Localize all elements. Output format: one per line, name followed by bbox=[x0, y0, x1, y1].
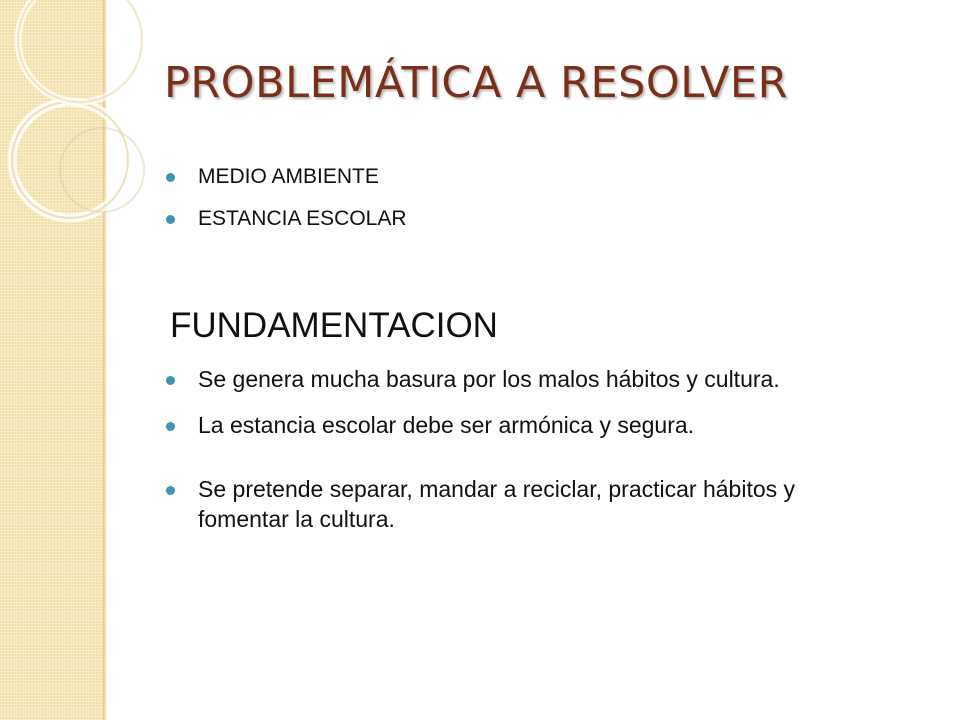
section-heading: FUNDAMENTACION bbox=[170, 306, 498, 345]
bullet-icon bbox=[166, 215, 175, 224]
list-item bbox=[160, 364, 850, 394]
fundamentation-list bbox=[160, 364, 850, 534]
list-item bbox=[160, 474, 850, 534]
list-item-text: ESTANCIA ESCOLAR bbox=[198, 207, 407, 230]
list-item-text: Se genera mucha basura por los malos hábitos y cultura. bbox=[198, 366, 780, 392]
list-item-text: La estancia escolar debe ser armónica y segura. bbox=[198, 412, 695, 438]
list-item-text: MEDIO AMBIENTE bbox=[198, 165, 379, 188]
bullet-icon bbox=[166, 422, 175, 431]
bullet-icon bbox=[166, 486, 175, 495]
slide-title: PROBLEMÁTICA A RESOLVER bbox=[164, 58, 788, 108]
problem-list bbox=[160, 162, 680, 246]
list-item bbox=[160, 162, 680, 204]
list-item bbox=[160, 204, 680, 246]
bullet-icon bbox=[166, 173, 175, 182]
list-item-text: Se pretende separar, mandar a reciclar, practicar hábitos y fomentar la cultura. bbox=[198, 476, 796, 532]
list-item bbox=[160, 410, 850, 440]
bullet-icon bbox=[166, 376, 175, 385]
